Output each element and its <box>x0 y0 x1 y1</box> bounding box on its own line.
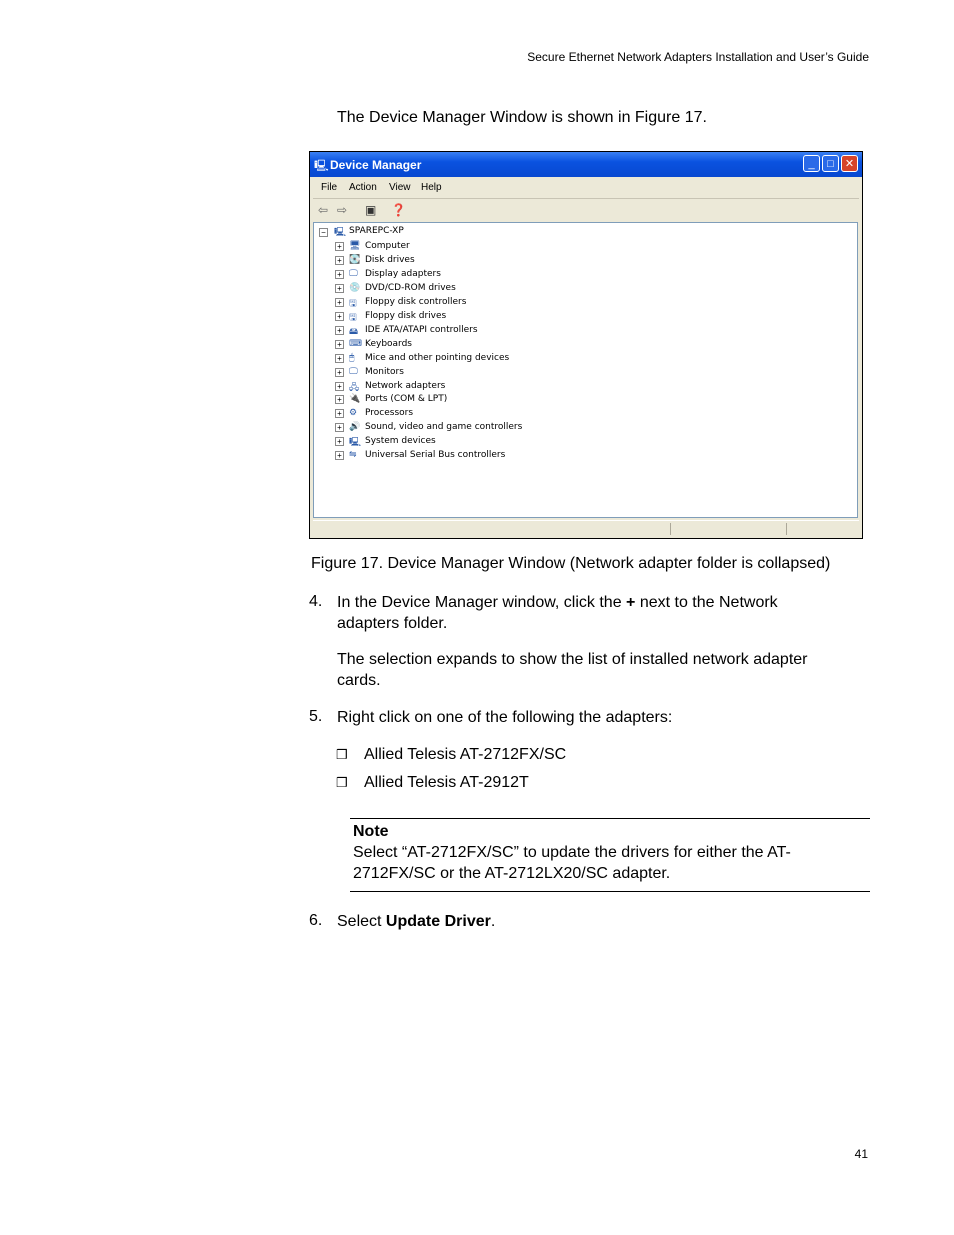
expand-icon[interactable]: + <box>335 395 344 404</box>
collapse-icon[interactable]: − <box>319 228 328 237</box>
expand-icon[interactable]: + <box>335 437 344 446</box>
sound-icon: 🔊 <box>349 421 361 432</box>
expand-icon[interactable]: + <box>335 354 344 363</box>
computer-icon: 🖥 <box>349 240 361 250</box>
bullet-item: Allied Telesis AT-2912T <box>364 774 529 791</box>
processor-icon: ⚙ <box>349 407 358 418</box>
tree-item[interactable]: Floppy disk controllers <box>365 296 467 307</box>
usb-icon: ⇋ <box>349 449 357 460</box>
expand-icon[interactable]: + <box>335 270 344 279</box>
ide-icon: 🖴 <box>349 325 359 336</box>
expand-icon[interactable]: + <box>335 256 344 265</box>
page-number: 41 <box>854 1147 868 1161</box>
expand-icon[interactable]: + <box>335 368 344 377</box>
bullet-item: Allied Telesis AT-2712FX/SC <box>364 746 567 763</box>
system-icon: 🖳 <box>349 437 362 448</box>
tree-item[interactable]: Mice and other pointing devices <box>365 352 510 363</box>
minimize-button[interactable]: _ <box>803 155 820 172</box>
expand-icon[interactable]: + <box>335 242 344 251</box>
tree-item[interactable]: Keyboards <box>365 338 412 349</box>
tree-item[interactable]: Processors <box>365 408 414 419</box>
mouse-icon: 🖱 <box>349 351 355 362</box>
expand-icon[interactable]: + <box>335 326 344 335</box>
expand-icon[interactable]: + <box>335 284 344 293</box>
toolbar <box>313 198 859 221</box>
device-manager-screenshot <box>309 151 863 539</box>
device-tree <box>313 222 858 518</box>
tree-item[interactable]: Display adapters <box>365 268 441 279</box>
menu-bar <box>313 179 859 197</box>
forward-icon[interactable]: ⇨ <box>337 203 348 217</box>
tree-item[interactable]: DVD/CD-ROM drives <box>365 282 456 293</box>
menu-help[interactable]: Help <box>421 182 442 193</box>
expand-icon[interactable]: + <box>335 312 344 321</box>
tree-item[interactable]: Network adapters <box>365 380 446 391</box>
expand-icon[interactable]: + <box>335 423 344 432</box>
close-button[interactable]: ✕ <box>841 155 858 172</box>
expand-icon[interactable]: + <box>335 340 344 349</box>
properties-icon[interactable]: ▣ <box>365 203 377 217</box>
tree-item[interactable]: Ports (COM & LPT) <box>365 394 448 405</box>
tree-root[interactable]: SPAREPC-XP <box>349 226 404 236</box>
checkbox-bullet-icon: ❒ <box>336 747 348 762</box>
window-title: Device Manager <box>330 158 422 172</box>
network-icon: 🖧 <box>349 381 360 392</box>
status-divider <box>786 523 787 535</box>
tree-item[interactable]: Monitors <box>365 366 404 377</box>
menu-action[interactable]: Action <box>349 182 377 193</box>
tree-item[interactable]: Disk drives <box>365 254 415 265</box>
tree-item[interactable]: System devices <box>365 436 436 447</box>
expand-icon[interactable]: + <box>335 298 344 307</box>
floppy-icon: 🖫 <box>349 311 357 322</box>
checkbox-bullet-icon: ❒ <box>336 775 348 790</box>
note-rule-bottom <box>350 891 870 892</box>
maximize-button[interactable]: □ <box>822 155 839 172</box>
status-bar <box>313 520 859 537</box>
port-icon: 🔌 <box>349 393 361 404</box>
step-6-text: Select Update Driver. <box>337 913 496 930</box>
disk-icon: 💽 <box>349 253 361 264</box>
title-bar <box>310 152 862 177</box>
back-icon[interactable]: ⇦ <box>318 203 329 217</box>
note-rule-top <box>350 818 870 819</box>
computer-icon: 🖳 <box>314 160 329 172</box>
note-text: Select “AT-2712FX/SC” to update the drivers for either the AT- 2712FX/SC or the AT-2712LX20/SC adapter. <box>353 844 791 882</box>
help-icon[interactable]: ❓ <box>391 203 406 217</box>
keyboard-icon: ⌨ <box>349 337 362 348</box>
menu-view[interactable]: View <box>389 182 411 193</box>
expand-icon[interactable]: + <box>335 382 344 391</box>
step-4-result: The selection expands to show the list of installed network adapter cards. <box>337 651 808 689</box>
figure-caption: Figure 17. Device Manager Window (Network adapter folder is collapsed) <box>311 555 831 572</box>
menu-file[interactable]: File <box>321 182 338 193</box>
tree-item[interactable]: IDE ATA/ATAPI controllers <box>365 324 478 335</box>
step-number: 4. <box>309 593 323 610</box>
expand-icon[interactable]: + <box>335 451 344 460</box>
tree-item[interactable]: Universal Serial Bus controllers <box>365 450 506 461</box>
floppy-controller-icon: 🖫 <box>349 297 357 308</box>
expand-icon[interactable]: + <box>335 409 344 418</box>
tree-item[interactable]: Sound, video and game controllers <box>365 422 523 433</box>
step-number: 5. <box>309 708 323 725</box>
tree-item[interactable]: Computer <box>365 241 410 251</box>
monitor-icon: 🖵 <box>349 365 358 376</box>
display-icon: 🖵 <box>349 267 358 278</box>
step-4-text: In the Device Manager window, click the + next to the Network adapters folder. <box>337 594 778 632</box>
status-divider <box>670 523 671 535</box>
note-heading: Note <box>353 823 389 840</box>
step-number: 6. <box>309 912 323 929</box>
tree-item[interactable]: Floppy disk drives <box>365 310 447 321</box>
step-5-text: Right click on one of the following the adapters: <box>337 709 673 726</box>
intro-text: The Device Manager Window is shown in Figure 17. <box>337 109 707 126</box>
computer-icon: 🖳 <box>334 227 347 237</box>
running-header: Secure Ethernet Network Adapters Installation and User’s Guide <box>527 50 869 64</box>
dvd-icon: 💿 <box>349 281 361 292</box>
